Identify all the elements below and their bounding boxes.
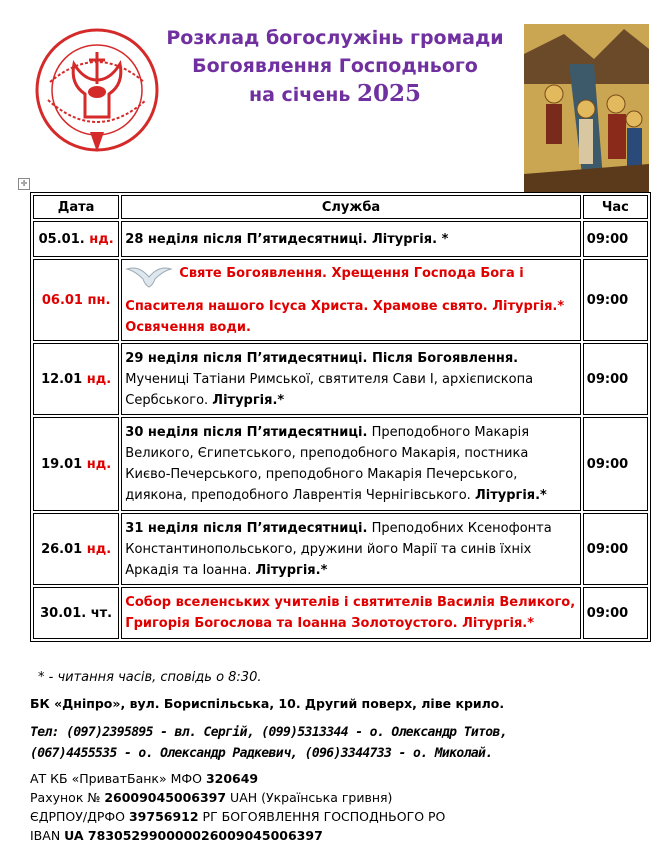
table-row [33, 513, 648, 585]
row-service: Святе Богоявлення. Хрещення Господа Бога і Спасителя нашого Ісуса Христа. Храмове свято. Літургія.* Освячення води. [121, 259, 581, 341]
row-date: 19.01 нд. [33, 417, 119, 511]
phone-line-2: (067)4455535 - о. Олександр Радкевич, (096)3344733 - о. Миколай. [30, 746, 493, 761]
row-date: 06.01 пн. [33, 259, 119, 341]
header-date: Дата [33, 195, 119, 219]
row-date: 30.01. чт. [33, 587, 119, 639]
phone-line-1: (097)2395895 - вл. Сергій, (099)5313344 - о. Олександр Титов, [66, 725, 507, 740]
row-time: 09:00 [583, 513, 648, 585]
bank-details [30, 769, 445, 845]
row-service: Собор вселенських учителів і святителів Василія Великого, Григорія Богослова та Іоанна Золотоустого. Літургія.* [121, 587, 581, 639]
address: БК «Дніпро», вул. Бориспільська, 10. Другий поверх, ліве крило. [30, 696, 505, 711]
bank-line-4: IBAN UA 783052990000026009045006397 [30, 828, 323, 843]
row-date: 12.01 нд. [33, 343, 119, 415]
row-time: 09:00 [583, 221, 648, 257]
row-service: 31 неділя після П’ятидесятниці. Преподобних Ксенофонта Константинопольського, дружини його Марії та синів їхніх Аркадія та Іоанна. Літургія.* [121, 513, 581, 585]
church-emblem-icon [30, 22, 165, 162]
header-service: Служба [121, 195, 581, 219]
phone-label: Тел: [30, 725, 59, 740]
table-move-handle-icon[interactable]: ✛ [18, 178, 30, 190]
table-row [33, 417, 648, 511]
title-line-3 [150, 82, 520, 107]
table-header-row [33, 195, 648, 219]
row-service: 28 неділя після П’ятидесятниці. Літургія. * [121, 221, 581, 257]
row-time: 09:00 [583, 259, 648, 341]
row-time: 09:00 [583, 417, 648, 511]
row-date: 26.01 нд. [33, 513, 119, 585]
title-line-1: Розклад богослужінь громади [166, 27, 504, 49]
table-row [33, 259, 648, 341]
title-year: 2025 [357, 80, 422, 107]
theophany-icon-image [524, 24, 649, 192]
row-service: 30 неділя після П’ятидесятниці. Преподобного Макарія Великого, Єгипетського, преподобного Макарія, постника Києво-Печерського, преподобного Макарія Печерського, диякона, преподобного Лаврентія Чернігівського. Літургія.* [121, 417, 581, 511]
title-month: на січень [248, 84, 351, 106]
phone-contacts [30, 722, 642, 764]
row-service: 29 неділя після П’ятидесятниці. Після Богоявлення. Мучениці Татіани Римської, святителя Сави І, архієпископа Сербського. Літургія.* [121, 343, 581, 415]
title-line-2: Богоявлення Господнього [192, 55, 478, 77]
header-time: Час [583, 195, 648, 219]
table-row [33, 587, 648, 639]
table-row [33, 221, 648, 257]
dove-icon [125, 263, 173, 296]
bank-line-3: ЄДРПОУ/ДРФО 39756912 РГ БОГОЯВЛЕННЯ ГОСПОДНЬОГО РО [30, 809, 446, 824]
row-date: 05.01. нд. [33, 221, 119, 257]
table-row [33, 343, 648, 415]
row-time: 09:00 [583, 343, 648, 415]
schedule-table [30, 192, 651, 642]
footnote: * - читання часів, сповідь о 8:30. [38, 670, 262, 685]
bank-line-1: АТ КБ «ПриватБанк» МФО 320649 [30, 771, 259, 786]
bank-line-2: Рахунок № 26009045006397 UAH (Українська гривня) [30, 790, 393, 805]
row-time: 09:00 [583, 587, 648, 639]
page-title [150, 26, 520, 111]
